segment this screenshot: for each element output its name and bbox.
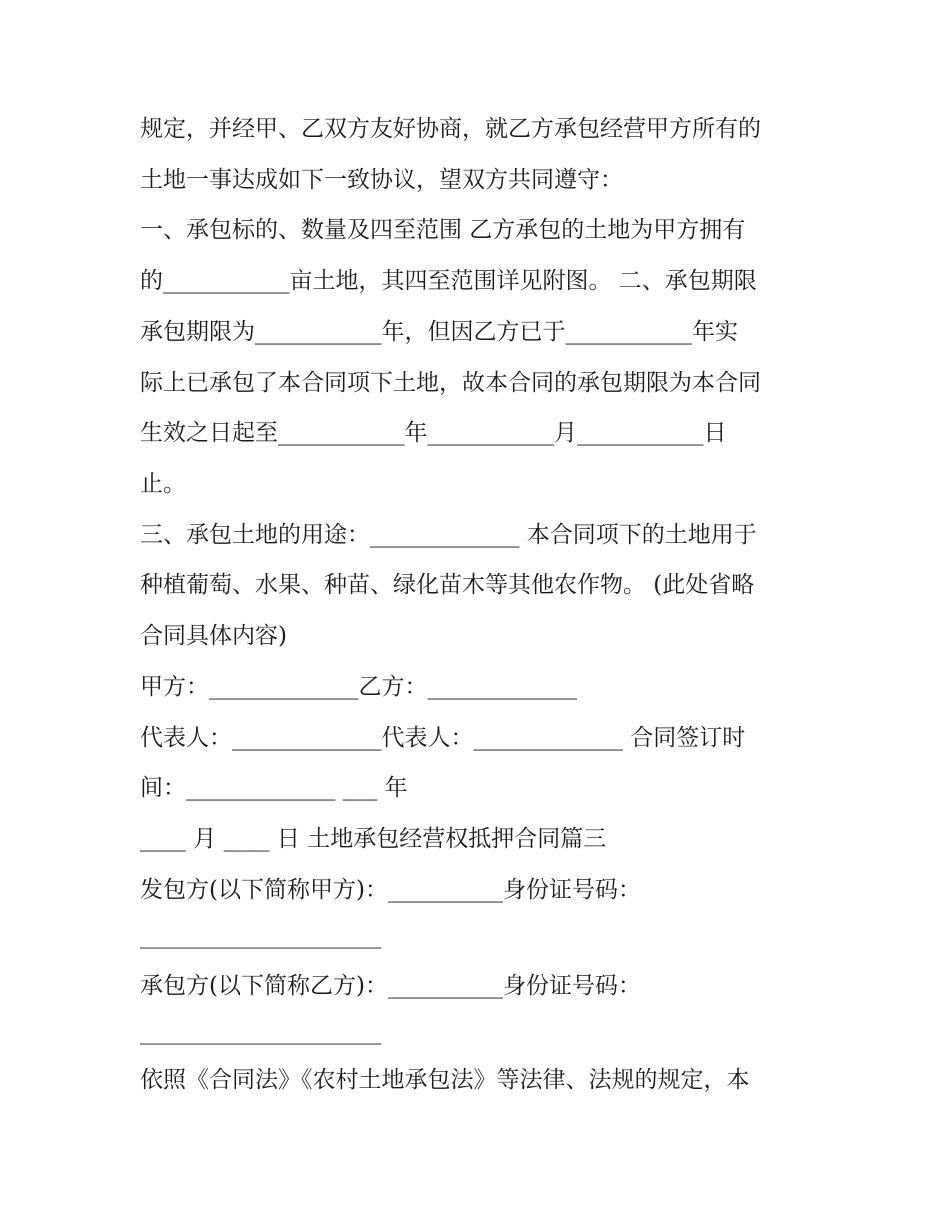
text-line: 合同具体内容) xyxy=(140,623,287,649)
text-line: 甲方：_____________乙方：_____________ xyxy=(140,674,577,700)
text-line: 生效之日起至___________年___________月___________日 xyxy=(140,420,727,446)
text-line: 承包方(以下简称乙方)：__________身份证号码： xyxy=(140,973,641,999)
text-line: _____________________ xyxy=(140,923,382,949)
text-line: ____ 月 ____ 日 土地承包经营权抵押合同篇三 xyxy=(140,826,607,852)
text-line: 依照《合同法》《农村土地承包法》等法律、法规的规定，本 xyxy=(140,1067,750,1093)
text-line: 种植葡萄、水果、种苗、绿化苗木等其他农作物。 (此处省略 xyxy=(140,572,755,598)
text-line: _____________________ xyxy=(140,1019,382,1045)
text-line: 一、承包标的、数量及四至范围 乙方承包的土地为甲方拥有 xyxy=(140,217,746,243)
text-line: 代表人：_____________代表人：_____________ 合同签订时 xyxy=(140,725,746,751)
text-line: 际上已承包了本合同项下土地，故本合同的承包期限为本合同 xyxy=(140,370,761,396)
text-line: 三、承包土地的用途：_____________ 本合同项下的土地用于 xyxy=(140,522,757,548)
text-line: 的___________亩土地，其四至范围详见附图。 二、承包期限 xyxy=(140,268,757,294)
text-line: 土地一事达成如下一致协议，望双方共同遵守： xyxy=(140,167,623,193)
text-line: 止。 xyxy=(140,471,186,497)
text-line: 规定，并经甲、乙双方友好协商，就乙方承包经营甲方所有的 xyxy=(140,116,761,142)
text-line: 承包期限为___________年，但因乙方已于___________年实 xyxy=(140,319,738,345)
text-line: 间：_____________ ___ 年 xyxy=(140,775,408,801)
text-line: 发包方(以下简称甲方)：__________身份证号码： xyxy=(140,877,641,903)
